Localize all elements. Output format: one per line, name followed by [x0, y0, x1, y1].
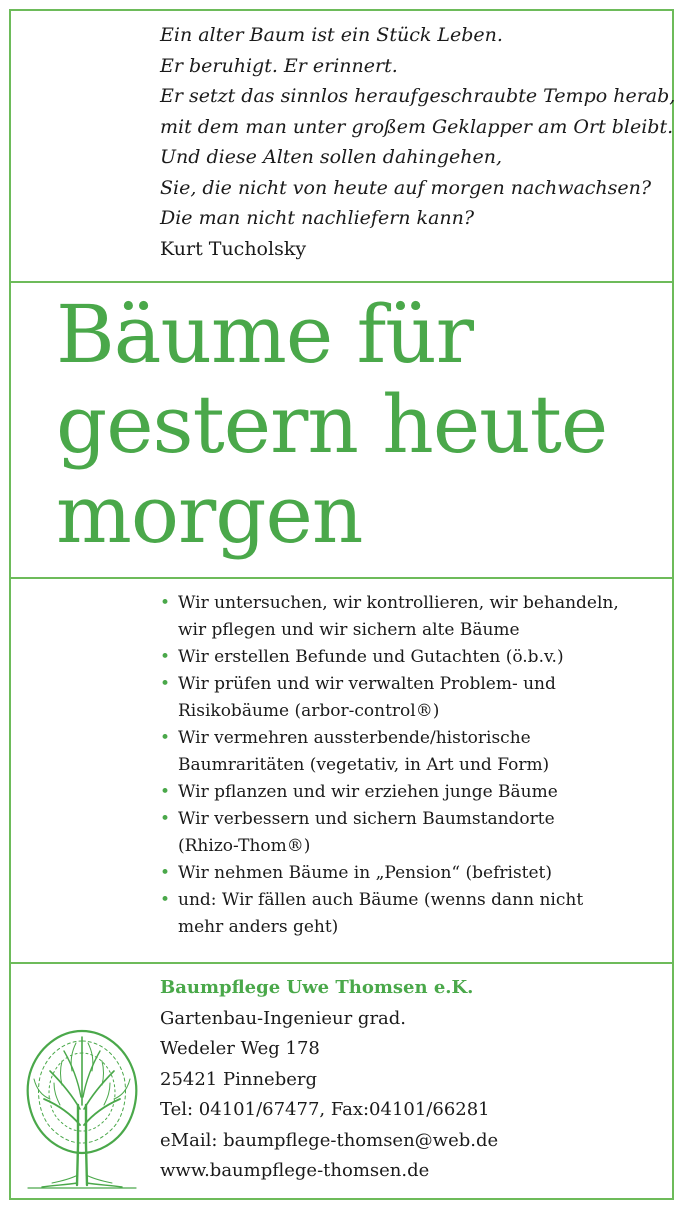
bullet-icon: • — [160, 674, 171, 694]
contact-phone: Tel: 04101/67477, Fax:04101/66281 — [160, 1099, 490, 1120]
quote-block — [160, 20, 676, 264]
divider-services — [11, 962, 672, 964]
service-item — [160, 644, 660, 671]
service-line: Wir prüfen und wir verwalten Problem- und — [178, 674, 556, 694]
service-line: (Rhizo-Thom®) — [178, 836, 311, 856]
bullet-icon: • — [160, 647, 171, 667]
service-line: Wir untersuchen, wir kontrollieren, wir behandeln, — [178, 593, 619, 613]
bullet-icon: • — [160, 728, 171, 748]
services-list — [160, 590, 660, 941]
bullet-icon: • — [160, 782, 171, 802]
headline-line: Bäume für — [56, 288, 474, 381]
service-item — [160, 887, 660, 941]
service-line: und: Wir fällen auch Bäume (wenns dann nicht — [178, 890, 584, 910]
headline — [56, 290, 656, 560]
service-line: Wir nehmen Bäume in „Pension“ (befristet) — [178, 863, 553, 883]
bullet-icon: • — [160, 809, 171, 829]
bullet-icon: • — [160, 593, 171, 613]
service-line: Baumraritäten (vegetativ, in Art und Form) — [178, 755, 550, 775]
contact-street: Wedeler Weg 178 — [160, 1038, 320, 1059]
quote-line: Er setzt das sinnlos heraufgeschraubte Tempo herab, — [160, 85, 676, 107]
service-line: wir pflegen und wir sichern alte Bäume — [178, 620, 520, 640]
service-item — [160, 779, 660, 806]
service-item — [160, 671, 660, 725]
quote-line: mit dem man unter großem Geklapper am Ort bleibt. — [160, 115, 674, 138]
service-item — [160, 590, 660, 644]
divider-headline — [11, 577, 672, 579]
contact-city: 25421 Pinneberg — [160, 1068, 317, 1090]
quote-line: Und diese Alten sollen dahingehen, — [160, 146, 502, 168]
contact-block — [160, 973, 660, 1187]
quote-line: Ein alter Baum ist ein Stück Leben. — [160, 24, 503, 46]
bullet-icon: • — [160, 863, 171, 883]
quote-line: Sie, die nicht von heute auf morgen nachwachsen? — [160, 176, 652, 199]
service-line: Risikobäume (arbor-control®) — [178, 701, 440, 721]
headline-line: gestern heute — [56, 378, 608, 471]
service-line: Wir erstellen Befunde und Gutachten (ö.b.v.) — [178, 647, 564, 667]
quote-author: Kurt Tucholsky — [160, 237, 307, 260]
service-item — [160, 806, 660, 860]
service-item — [160, 725, 660, 779]
contact-email: eMail: baumpflege-thomsen@web.de — [160, 1129, 499, 1151]
quote-line: Er beruhigt. Er erinnert. — [160, 54, 398, 77]
contact-title: Gartenbau-Ingenieur grad. — [160, 1007, 407, 1029]
quote-line: Die man nicht nachliefern kann? — [160, 207, 475, 229]
service-line: Wir pflanzen und wir erziehen junge Bäume — [178, 782, 558, 802]
company-name: Baumpflege Uwe Thomsen e.K. — [160, 977, 474, 998]
service-item — [160, 860, 660, 887]
contact-website: www.baumpflege-thomsen.de — [160, 1160, 430, 1181]
divider-quote — [11, 281, 672, 283]
headline-line: morgen — [56, 468, 363, 561]
bullet-icon: • — [160, 890, 171, 910]
service-line: Wir vermehren aussterbende/historische — [178, 728, 531, 748]
tree-logo-icon — [20, 1025, 145, 1190]
service-line: Wir verbessern und sichern Baumstandorte — [178, 809, 555, 829]
service-line: mehr anders geht) — [178, 917, 339, 937]
